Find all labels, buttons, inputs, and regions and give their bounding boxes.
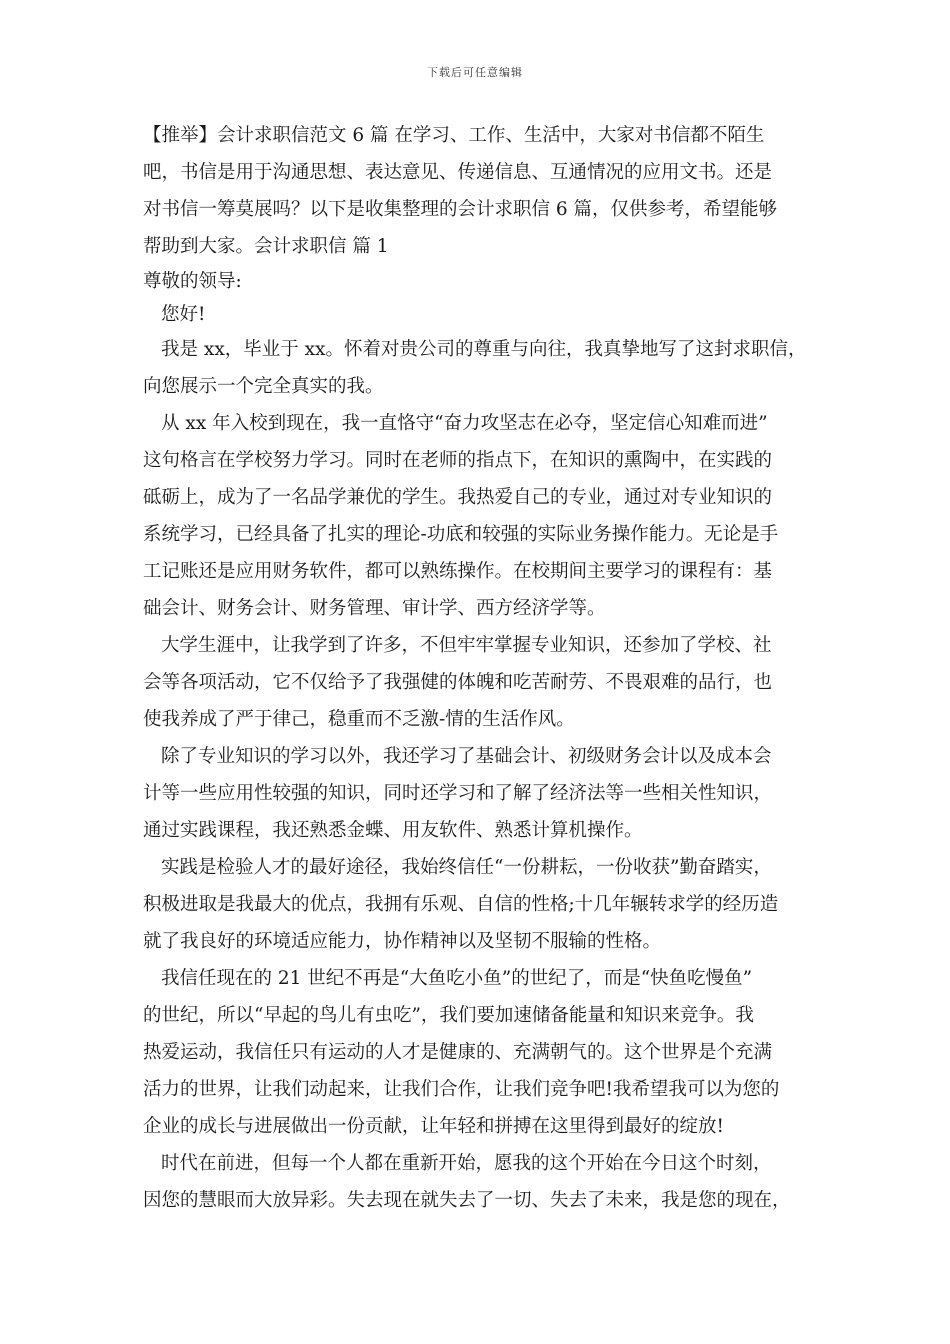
text-line: 您好! [161, 304, 206, 325]
text-line: 吧，书信是用于沟通思想、表达意见、传递信息、互通情况的应用文书。还是 [143, 162, 773, 183]
text-line: 我信任现在的 21 世纪不再是“大鱼吃小鱼”的世纪了，而是“快鱼吃慢鱼” [161, 968, 753, 989]
text-line: 计等一些应用性较强的知识，同时还学习和了解了经济法等一些相关性知识， [143, 783, 773, 804]
text-line: 活力的世界，让我们动起来，让我们合作，让我们竞争吧!我希望我可以为您的 [143, 1079, 780, 1100]
text-line: 通过实践课程，我还熟悉金蝶、用友软件、熟悉计算机操作。 [143, 820, 643, 841]
text-line: 础会计、财务会计、财务管理、审计学、西方经济学等。 [143, 598, 606, 619]
text-line: 系统学习，已经具备了扎实的理论-功底和较强的实际业务操作能力。无论是手 [143, 524, 779, 545]
text-line: 从 xx 年入校到现在，我一直恪守“奋力攻坚志在必夺，坚定信心知难而进” [161, 413, 768, 434]
text-line: 工记账还是应用财务软件，都可以熟练操作。在校期间主要学习的课程有：基 [143, 561, 773, 582]
text-line: 除了专业知识的学习以外，我还学习了基础会计、初级财务会计以及成本会 [161, 746, 772, 767]
text-line: 我是 xx，毕业于 xx。怀着对贵公司的尊重与向往，我真挚地写了这封求职信， [161, 339, 807, 360]
document-body [143, 117, 811, 1219]
text-line: 积极进取是我最大的优点，我拥有乐观、自信的性格;十几年辗转求学的经历造 [143, 894, 779, 915]
text-line: 使我养成了严于律己，稳重而不乏激-情的生活作风。 [143, 709, 575, 730]
text-line: 因您的慧眼而大放异彩。失去现在就失去了一切、失去了未来，我是您的现在， [143, 1190, 791, 1211]
text-line: 向您展示一个完全真实的我。 [143, 376, 384, 397]
page-header: 下载后可任意编辑 [427, 66, 523, 79]
text-line: 对书信一筹莫展吗？以下是收集整理的会计求职信 6 篇，仅供参考，希望能够 [143, 199, 778, 220]
text-line: 实践是检验人才的最好途径，我始终信任“一份耕耘，一份收获”勤奋踏实， [161, 857, 772, 878]
text-line: 帮助到大家。会计求职信 篇 1 [143, 236, 389, 257]
text-line: 企业的成长与进展做出一份贡献，让年轻和拼搏在这里得到最好的绽放! [143, 1116, 724, 1137]
text-line: 就了我良好的环境适应能力，协作精神以及坚韧不服输的性格。 [143, 931, 662, 952]
text-line: 会等各项活动，它不仅给予了我强健的体魄和吃苦耐劳、不畏艰难的品行，也 [143, 672, 773, 693]
text-line: 热爱运动，我信任只有运动的人才是健康的、充满朝气的。这个世界是个充满 [143, 1042, 773, 1063]
text-line: 这句格言在学校努力学习。同时在老师的指点下，在知识的熏陶中，在实践的 [143, 450, 773, 471]
text-line: 大学生涯中，让我学到了许多，不但牢牢掌握专业知识，还参加了学校、社 [161, 635, 772, 656]
text-line: 【推举】会计求职信范文 6 篇 在学习、工作、生活中，大家对书信都不陌生 [143, 125, 765, 146]
text-line: 的世纪，所以“早起的鸟儿有虫吃”，我们要加速储备能量和知识来竞争。我 [143, 1005, 754, 1026]
text-line: 砥砺上，成为了一名品学兼优的学生。我热爱自己的专业，通过对专业知识的 [143, 487, 773, 508]
text-line: 尊敬的领导: [143, 271, 242, 292]
text-line: 时代在前进，但每一个人都在重新开始，愿我的这个开始在今日这个时刻， [161, 1153, 772, 1174]
